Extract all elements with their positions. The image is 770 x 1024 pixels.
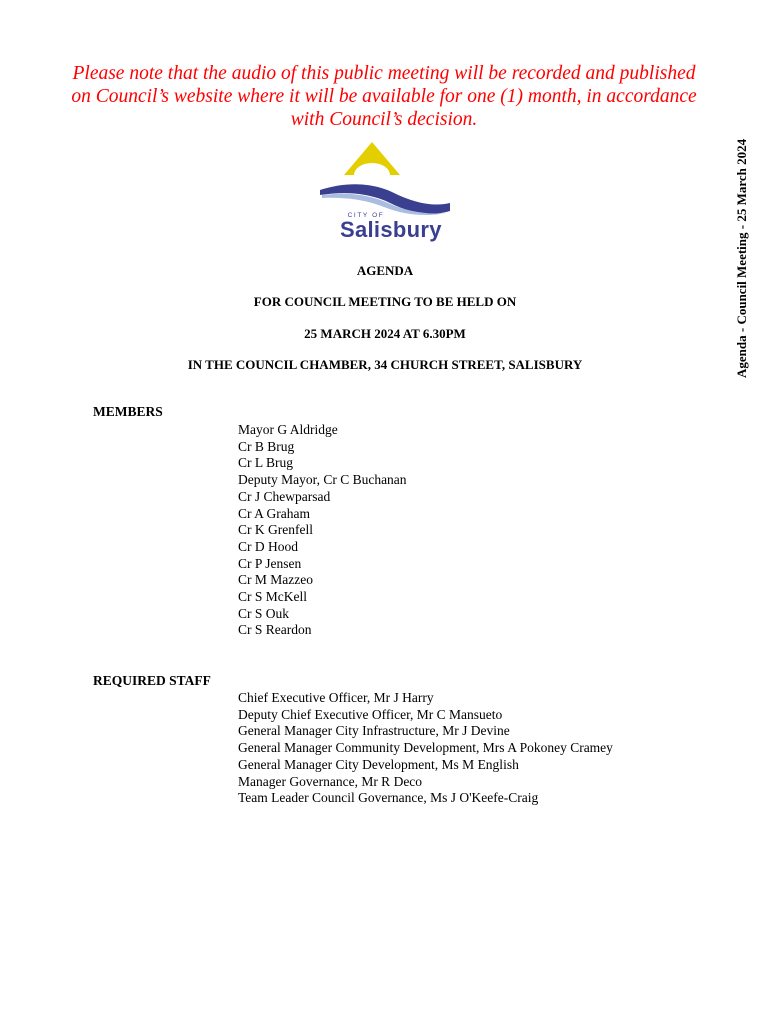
recording-notice: Please note that the audio of this public meeting will be recorded and published on Council’s website where it will be available for one (1) month, in accordance with Council’s decision. [71, 63, 697, 130]
members-label: MEMBERS [93, 404, 163, 419]
logo-salisbury-text: Salisbury [340, 217, 442, 242]
list-item: Team Leader Council Governance, Ms J O'Keefe-Craig [238, 790, 539, 806]
required-staff-label: REQUIRED STAFF [93, 673, 211, 688]
list-item: Cr B Brug [238, 438, 295, 454]
members-list [238, 422, 407, 639]
staff-list [238, 690, 613, 807]
meeting-date: 25 MARCH 2024 AT 6.30PM [304, 326, 466, 341]
list-item: Cr D Hood [238, 538, 298, 554]
list-item: Cr S McKell [238, 589, 307, 605]
agenda-title: AGENDA [356, 263, 414, 278]
list-item: Manager Governance, Mr R Deco [238, 773, 423, 789]
city-of-salisbury-logo [318, 137, 452, 247]
list-item: Deputy Chief Executive Officer, Mr C Mansueto [238, 706, 503, 722]
list-item: Deputy Mayor, Cr C Buchanan [238, 472, 407, 488]
list-item: Cr M Mazzeo [238, 572, 313, 588]
list-item: Cr S Ouk [238, 605, 290, 621]
logo-emblem-icon [318, 137, 452, 215]
side-header-label: Agenda - Council Meeting - 25 March 2024 [734, 138, 749, 378]
list-item: Mayor G Aldridge [238, 422, 338, 437]
list-item: Cr K Grenfell [238, 522, 313, 538]
meeting-heading: FOR COUNCIL MEETING TO BE HELD ON [253, 294, 517, 309]
list-item: Cr L Brug [238, 455, 293, 471]
logo-city-of-text: CITY OF [347, 212, 385, 219]
list-item: Chief Executive Officer, Mr J Harry [238, 690, 434, 705]
meeting-location: IN THE COUNCIL CHAMBER, 34 CHURCH STREET, SALISBURY [187, 357, 583, 372]
list-item: General Manager City Infrastructure, Mr J Devine [238, 723, 510, 739]
list-item: General Manager Community Development, Mrs A Pokoney Cramey [238, 740, 613, 756]
list-item: Cr P Jensen [238, 555, 302, 571]
list-item: General Manager City Development, Ms M English [238, 756, 519, 772]
list-item: Cr J Chewparsad [238, 488, 331, 504]
list-item: Cr A Graham [238, 505, 310, 521]
list-item: Cr S Reardon [238, 622, 312, 638]
